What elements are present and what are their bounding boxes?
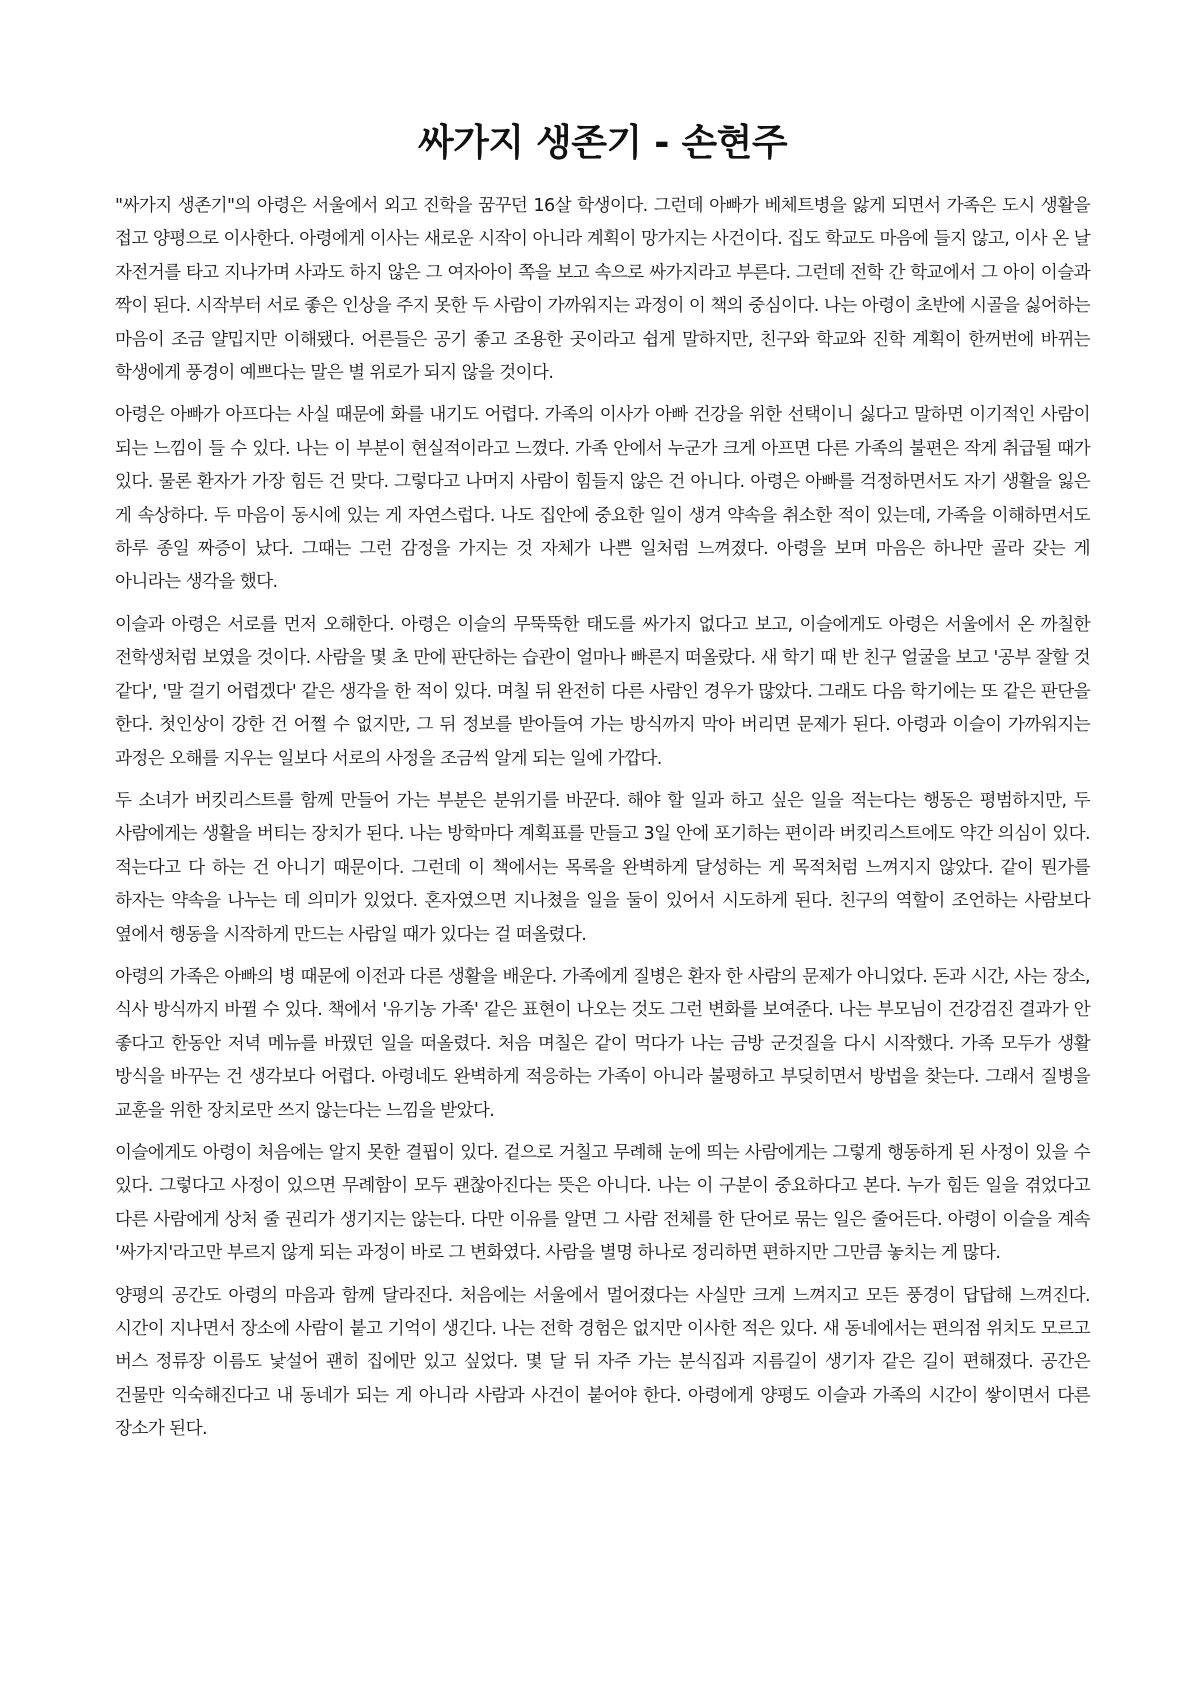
paragraph-3: 이슬과 아령은 서로를 먼저 오해한다. 아령은 이슬의 무뚝뚝한 태도를 싸가지 없다고 보고, 이슬에게도 아령은 서울에서 온 까칠한 전학생처럼 보였을 것이다. 사람을 몇 초 만에 판단하는 습관이 얼마나 빠른지 떠올랐다. 새 학기 때 반 친구 얼굴을 보고 '공부 잘할 것 같다', '말 걸기 어렵겠다' 같은 생각을 한 적이 있다. 며칠 뒤 완전히 다른 사람인 경우가 많았다. 그래도 다음 학기에는 또 같은 판단을 한다. 첫인상이 강한 건 어쩔 수 없지만, 그 뒤 정보를 받아들여 가는 방식까지 막아 버리면 문제가 된다. 아령과 이슬이 가까워지는 과정은 오해를 지우는 일보다 서로의 사정을 조금씩 알게 되는 일에 가깝다. [115,614,1091,769]
paragraph-6: 이슬에게도 아령이 처음에는 알지 못한 결핍이 있다. 겉으로 거칠고 무례해 눈에 띄는 사람에게는 그렇게 행동하게 된 사정이 있을 수 있다. 그렇다고 사정이 있으면 무례함이 모두 괜찮아진다는 뜻은 아니다. 나는 이 구분이 중요하다고 본다. 누가 힘든 일을 겪었다고 다른 사람에게 상처 줄 권리가 생기지는 않는다. 다만 이유를 알면 그 사람 전체를 한 단어로 묶는 일은 줄어든다. 아령이 이슬을 계속 '싸가지'라고만 부르지 않게 되는 과정이 바로 그 변화였다. 사람을 별명 하나로 정리하면 편하지만 그만큼 놓치는 게 많다. [115,1142,1090,1264]
paragraph-2: 아령은 아빠가 아프다는 사실 때문에 화를 내기도 어렵다. 가족의 이사가 아빠 건강을 위한 선택이니 싫다고 말하면 이기적인 사람이 되는 느낌이 들 수 있다. 나는 이 부분이 현실적이라고 느꼈다. 가족 안에서 누군가 크게 아프면 다른 가족의 불편은 작게 취급될 때가 있다. 물론 환자가 가장 힘든 건 맞다. 그렇다고 나머지 사람이 힘들지 않은 건 아니다. 아령은 아빠를 걱정하면서도 자기 생활을 잃은 게 속상하다. 두 마음이 동시에 있는 게 자연스럽다. 나도 집안에 중요한 일이 생겨 약속을 취소한 적이 있는데, 가족을 이해하면서도 하루 종일 짜증이 났다. 그때는 그런 감정을 가지는 것 자체가 나쁜 일처럼 느껴졌다. 아령을 보며 마음은 하나만 골라 갖는 게 아니라는 생각을 했다. [115,405,1090,593]
document-title: 싸가지 생존기 - 손현주 [417,121,788,164]
document-page [115,118,1090,1456]
paragraph-1: "싸가지 생존기"의 아령은 서울에서 외고 진학을 꿈꾸던 16살 학생이다. 그런데 아빠가 베체트병을 앓게 되면서 가족은 도시 생활을 접고 양평으로 이사한다. 아령에게 이사는 새로운 시작이 아니라 계획이 망가지는 사건이다. 집도 학교도 마음에 들지 않고, 이사 온 날 자전거를 타고 지나가며 사과도 하지 않은 그 여자아이 쪽을 보고 속으로 싸가지라고 부른다. 그런데 전학 간 학교에서 그 아이 이슬과 짝이 된다. 시작부터 서로 좋은 인상을 주지 못한 두 사람이 가까워지는 과정이 이 책의 중심이다. 나는 아령이 초반에 시골을 싫어하는 마음이 조금 얄밉지만 이해됐다. 어른들은 공기 좋고 조용한 곳이라고 쉽게 말하지만, 친구와 학교와 진학 계획이 한꺼번에 바뀌는 학생에게 풍경이 예쁘다는 말은 별 위로가 되지 않을 것이다. [115,196,1090,384]
paragraph-4: 두 소녀가 버킷리스트를 함께 만들어 가는 부분은 분위기를 바꾼다. 해야 할 일과 하고 싶은 일을 적는다는 행동은 평범하지만, 두 사람에게는 생활을 버티는 장치가 된다. 나는 방학마다 계획표를 만들고 3일 안에 포기하는 편이라 버킷리스트에도 약간 의심이 있다. 적는다고 다 하는 건 아니기 때문이다. 그런데 이 책에서는 목록을 완벽하게 달성하는 게 목적처럼 느껴지지 않았다. 같이 뭔가를 하자는 약속을 나누는 데 의미가 있었다. 혼자였으면 지나쳤을 일을 둘이 있어서 시도하게 된다. 친구의 역할이 조언하는 사람보다 옆에서 행동을 시작하게 만드는 사람일 때가 있다는 걸 떠올렸다. [115,790,1090,945]
paragraph-7: 양평의 공간도 아령의 마음과 함께 달라진다. 처음에는 서울에서 멀어졌다는 사실만 크게 느껴지고 모든 풍경이 답답해 느껴진다. 시간이 지나면서 장소에 사람이 붙고 기억이 생긴다. 나는 전학 경험은 없지만 이사한 적은 있다. 새 동네에서는 편의점 위치도 모르고 버스 정류장 이름도 낯설어 괜히 집에만 있고 싶었다. 몇 달 뒤 자주 가는 분식집과 지름길이 생기자 같은 길이 편해졌다. 공간은 건물만 익숙해진다고 내 동네가 되는 게 아니라 사람과 사건이 붙어야 한다. 아령에게 양평도 이슬과 가족의 시간이 쌓이면서 다른 장소가 된다. [115,1285,1090,1440]
paragraph-5: 아령의 가족은 아빠의 병 때문에 이전과 다른 생활을 배운다. 가족에게 질병은 환자 한 사람의 문제가 아니었다. 돈과 시간, 사는 장소, 식사 방식까지 바뀔 수 있다. 책에서 '유기농 가족' 같은 표현이 나오는 것도 그런 변화를 보여준다. 나는 부모님이 건강검진 결과가 안 좋다고 한동안 저녁 메뉴를 바꿨던 일을 떠올렸다. 처음 며칠은 같이 먹다가 나는 금방 군것질을 다시 시작했다. 가족 모두가 생활 방식을 바꾸는 건 생각보다 어렵다. 아령네도 완벽하게 적응하는 가족이 아니라 불평하고 부딪히면서 방법을 찾는다. 그래서 질병을 교훈을 위한 장치로만 쓰지 않는다는 느낌을 받았다. [115,966,1090,1121]
